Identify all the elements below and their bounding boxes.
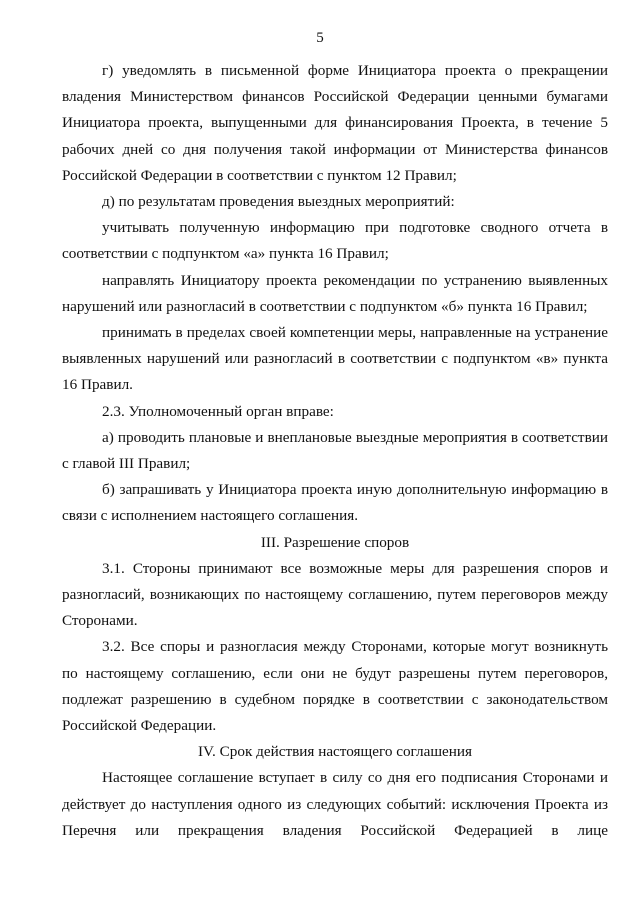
paragraph-item-d-2: направлять Инициатору проекта рекомендации по устранению выявленных нарушений или разногласий в соответствии с подпунктом «б» пункта 16 Правил;: [62, 271, 608, 315]
page-number: 5: [316, 30, 324, 46]
paragraph-3-1: 3.1. Стороны принимают все возможные меры для разрешения споров и разногласий, возникающих по настоящему соглашению, путем переговоров между Сторонами.: [62, 559, 608, 630]
paragraph-2-3-b: б) запрашивать у Инициатора проекта иную дополнительную информацию в связи с исполнением настоящего соглашения.: [62, 481, 608, 525]
paragraph-2-3: 2.3. Уполномоченный орган вправе:: [102, 402, 334, 420]
paragraph-term: Настоящее соглашение вступает в силу со дня его подписания Сторонами и действует до наступления одного из следующих событий: исключения Проекта из Перечня или прекращения владения Российской Федерацией в лице: [62, 769, 608, 839]
document-body: [62, 58, 608, 844]
section-heading-term: IV. Срок действия настоящего соглашения: [197, 743, 472, 761]
paragraph-3-2: 3.2. Все споры и разногласия между Сторонами, которые могут возникнуть по настоящему соглашению, если они не будут разрешены путем переговоров, подлежат разрешению в судебном порядке в соответствии с законодательством Российской Федерации.: [62, 638, 608, 735]
paragraph-item-d-1: учитывать полученную информацию при подготовке сводного отчета в соответствии с подпунктом «а» пункта 16 Правил;: [62, 219, 608, 263]
paragraph-item-g: г) уведомлять в письменной форме Инициатора проекта о прекращении владения Министерством финансов Российской Федерации ценными бумагами Инициатора проекта, выпущенными для финансирования Проекта, в течение 5 рабочих дней со дня получения такой информации от Министерства финансов Российской Федерации в соответствии с пунктом 12 Правил;: [62, 62, 608, 184]
paragraph-item-d-3: принимать в пределах своей компетенции меры, направленные на устранение выявленных нарушений или разногласий в соответствии с подпунктом «в» пункта 16 Правил.: [62, 324, 608, 394]
paragraph-2-3-a: а) проводить плановые и внеплановые выездные мероприятия в соответствии с главой III Правил;: [62, 428, 608, 473]
paragraph-item-d: д) по результатам проведения выездных мероприятий:: [102, 193, 455, 211]
section-heading-disputes: III. Разрешение споров: [260, 533, 410, 551]
